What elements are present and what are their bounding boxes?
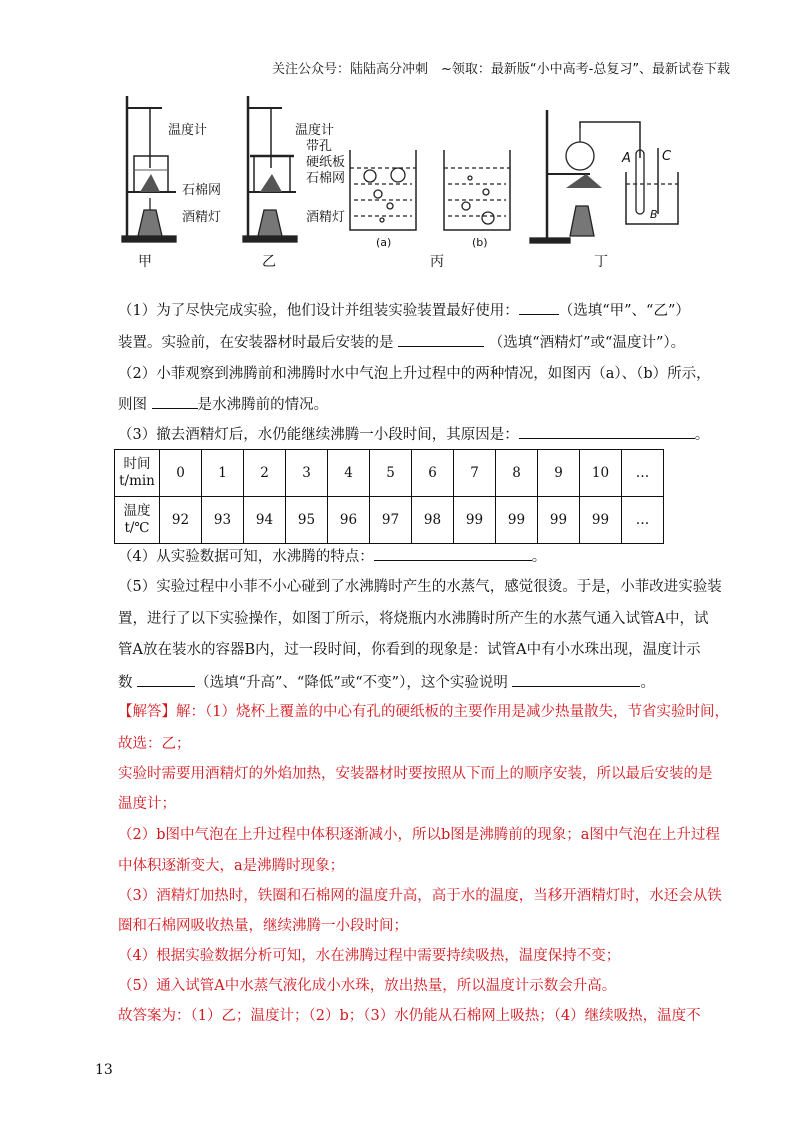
answer-line-7: （3）酒精灯加热时，铁圈和石棉网的温度升高，高于水的温度，当移开酒精灯时，水还会从铁 — [118, 888, 722, 904]
blank — [374, 546, 532, 561]
label-thermometer-2: 温度计 — [295, 123, 335, 138]
table-cell: 5 — [370, 450, 412, 497]
question-5-line3: 管A放在装水的容器B内，过一段时间，你看到的现象是：试管A中有小水珠出现，温度计示 — [118, 642, 701, 658]
caption-ding: 丁 — [594, 254, 608, 270]
blank — [398, 332, 484, 347]
apparatus-jia — [122, 96, 176, 242]
question-2-line2: 则图 是水沸腾前的情况。 — [118, 394, 328, 415]
question-2-line1: （2）小菲观察到沸腾前和沸腾时水中气泡上升过程中的两种情况，如图丙（a）、（b）所示， — [118, 366, 711, 382]
beaker-b — [444, 150, 510, 230]
table-row-time — [115, 450, 664, 497]
table-cell: 1 — [202, 450, 244, 497]
caption-yi: 乙 — [262, 254, 276, 270]
header-time: 时间 t/min — [115, 450, 160, 497]
label-asbestos-1: 石棉网 — [182, 183, 222, 198]
blank — [519, 300, 559, 315]
caption-jia: 甲 — [138, 254, 152, 270]
table-cell: 99 — [580, 497, 622, 544]
answer-line-1: 【解答】解：（1）烧杯上覆盖的中心有孔的硬纸板的主要作用是减少热量散失，节省实验时间， — [118, 704, 729, 720]
data-table — [114, 449, 664, 544]
label-cardboard-1: 带孔 — [306, 139, 333, 154]
label-thermometer-1: 温度计 — [168, 123, 208, 138]
table-cell: 92 — [160, 497, 202, 544]
label-A: A — [622, 151, 631, 166]
label-asbestos-2: 石棉网 — [306, 171, 346, 186]
question-1-line1: （1）为了尽快完成实验，他们设计并组装实验装置最好使用： （选填“甲”、“乙”） — [118, 300, 690, 321]
table-cell: 10 — [580, 450, 622, 497]
label-lamp-2: 酒精灯 — [306, 210, 346, 225]
table-cell: 0 — [160, 450, 202, 497]
table-cell: 95 — [286, 497, 328, 544]
table-cell: 99 — [538, 497, 580, 544]
table-cell: … — [622, 450, 664, 497]
table-cell: 99 — [454, 497, 496, 544]
beaker-a — [350, 150, 416, 230]
answer-line-10: （5）通入试管A中水蒸气液化成小水珠，放出热量，所以温度计示数会升高。 — [118, 978, 617, 994]
table-cell: 96 — [328, 497, 370, 544]
question-5-line4: 数 （选填“升高”、“降低”或“不变”），这个实验说明 。 — [118, 672, 655, 693]
answer-line-9: （4）根据实验数据分析可知，水在沸腾过程中需要持续吸热，温度保持不变； — [118, 948, 621, 964]
label-C: C — [662, 149, 672, 164]
blank — [152, 394, 198, 409]
question-1-line2: 装置。实验前，在安装器材时最后安装的是 （选填“酒精灯”或“温度计”）。 — [118, 332, 685, 353]
question-4: （4）从实验数据可知，水沸腾的特点： 。 — [118, 546, 546, 567]
answer-line-6: 中体积逐渐变大，a是沸腾时现象； — [118, 858, 345, 874]
answer-line-3: 实验时需要用酒精灯的外焰加热，安装器材时要按照从下而上的顺序安装，所以最后安装的是 — [118, 766, 713, 782]
answer-line-11: 故答案为：（1）乙；温度计；（2）b；（3）水仍能从石棉网上吸热；（4）继续吸热，温度不 — [118, 1008, 701, 1024]
answer-tag: 【解答】 — [118, 704, 176, 720]
table-row-temperature — [115, 497, 664, 544]
table-cell: 8 — [496, 450, 538, 497]
page-header: 关注公众号：陆陆高分冲刺 ~领取：最新版“小中高考-总复习”、最新试卷下载 — [272, 62, 731, 77]
table-cell: 6 — [412, 450, 454, 497]
table-cell: 94 — [244, 497, 286, 544]
label-B: B — [650, 208, 658, 221]
table-cell: 9 — [538, 450, 580, 497]
table-cell: 7 — [454, 450, 496, 497]
caption-bing: 丙 — [430, 254, 444, 270]
blank — [512, 672, 640, 687]
answer-line-2: 故选：乙； — [118, 736, 191, 752]
answer-line-5: （2）b图中气泡在上升过程中体积逐渐减小，所以b图是沸腾前的现象；a图中气泡在上升过程 — [118, 827, 720, 843]
page-number: 13 — [95, 1062, 113, 1078]
blank — [137, 672, 195, 687]
table-cell: 93 — [202, 497, 244, 544]
answer-line-8: 圈和石棉网吸收热量，继续沸腾一小段时间； — [118, 918, 408, 934]
apparatus-yi — [243, 96, 297, 242]
table-cell: 2 — [244, 450, 286, 497]
table-cell: 4 — [328, 450, 370, 497]
experiment-figures — [110, 88, 710, 278]
label-a: (a) — [376, 236, 392, 249]
question-3: （3）撤去酒精灯后，水仍能继续沸腾一小段时间，其原因是： 。 — [118, 424, 709, 445]
table-cell: … — [622, 497, 664, 544]
blank — [519, 424, 695, 439]
question-5-line2: 置，进行了以下实验操作，如图丁所示，将烧瓶内水沸腾时所产生的水蒸气通入试管A中，试 — [118, 611, 709, 627]
table-cell: 97 — [370, 497, 412, 544]
apparatus-ding — [530, 110, 678, 243]
table-cell: 98 — [412, 497, 454, 544]
question-5-line1: （5）实验过程中小菲不小心碰到了水沸腾时产生的水蒸气，感觉很烫。于是，小菲改进实验装 — [118, 579, 722, 595]
table-cell: 99 — [496, 497, 538, 544]
label-cardboard-2: 硬纸板 — [306, 155, 346, 170]
header-temperature: 温度 t/℃ — [115, 497, 160, 544]
label-lamp-1: 酒精灯 — [182, 210, 222, 225]
table-cell: 3 — [286, 450, 328, 497]
answer-line-4: 温度计； — [118, 796, 176, 812]
label-b: (b) — [472, 236, 488, 249]
